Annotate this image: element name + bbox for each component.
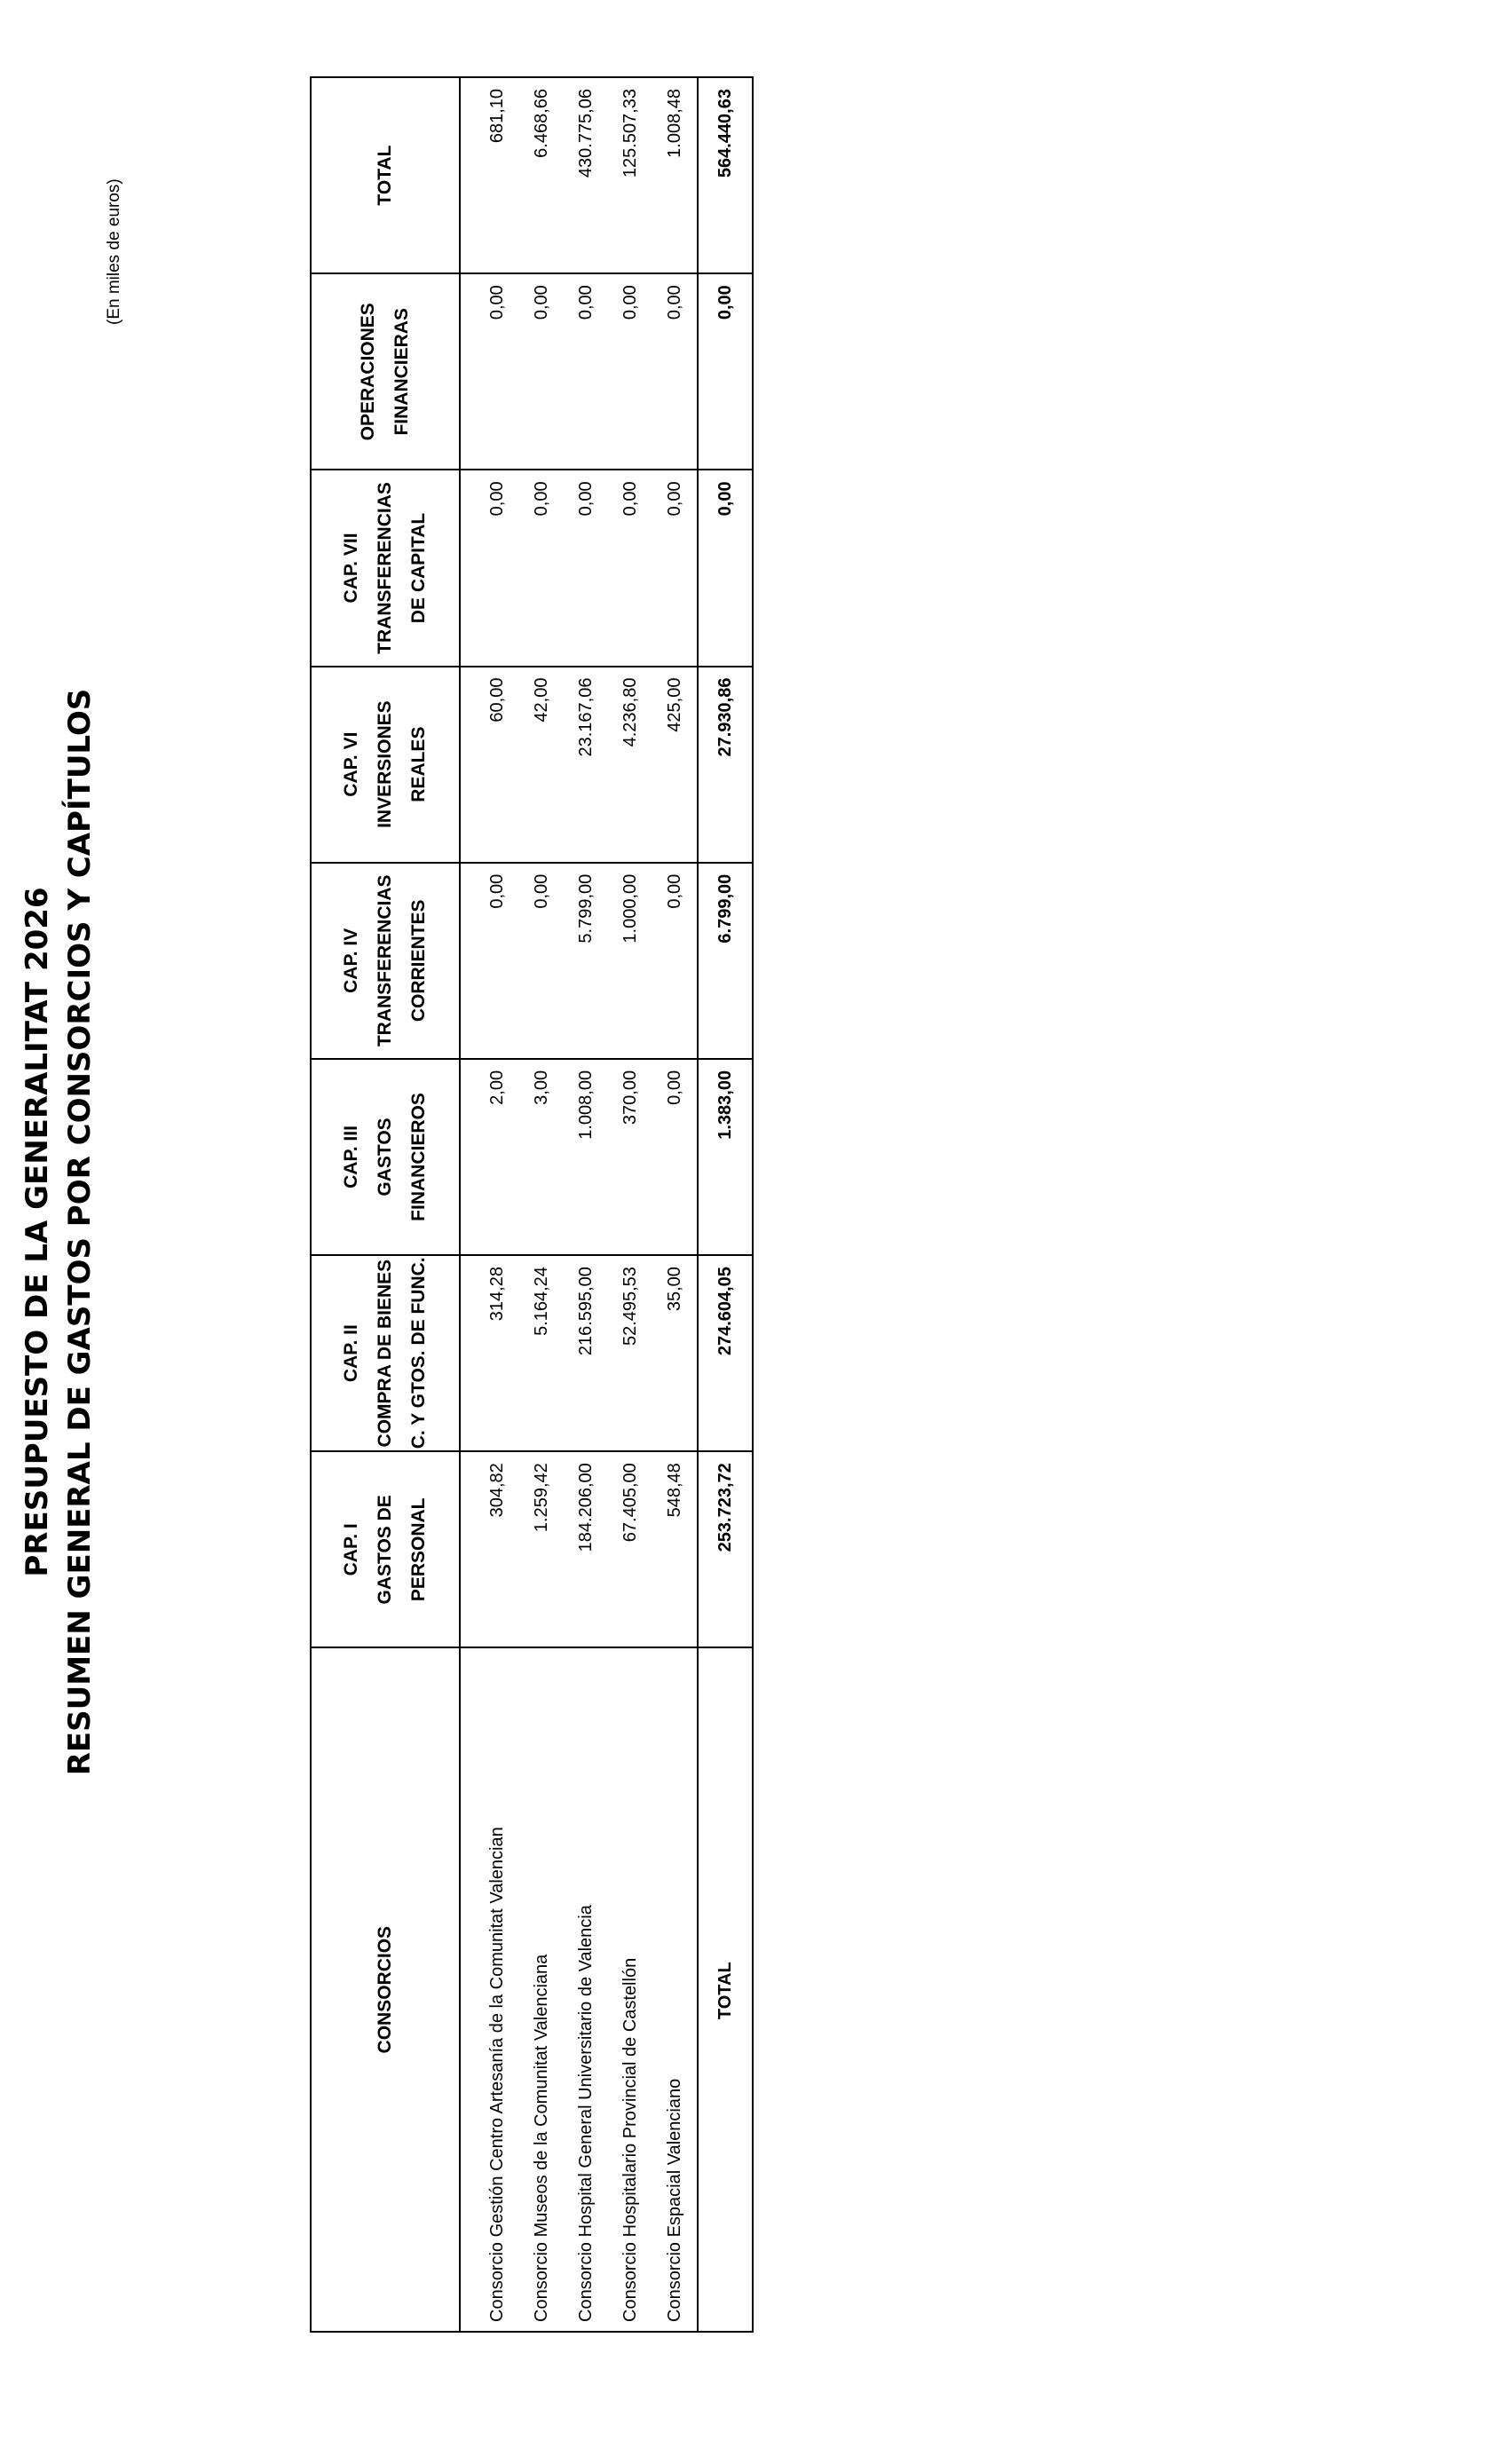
column-header-line: DE CAPITAL (408, 512, 429, 624)
column-header-line: OPERACIONES (358, 303, 378, 441)
amount-cell: 3,00 (519, 1059, 564, 1255)
amount-cell: 0,00 (608, 273, 652, 470)
amount-cell: 125.507,33 (608, 77, 652, 273)
consorcio-name: Consorcio Hospitalario Provincial de Castellón (608, 1647, 652, 2332)
column-header-line: REALES (408, 726, 429, 802)
total-cell: 253.723,72 (698, 1451, 753, 1647)
column-header-line: PERSONAL (408, 1497, 429, 1602)
column-header (311, 667, 460, 863)
amount-cell: 184.206,00 (564, 1451, 608, 1647)
column-header-line: GASTOS DE (375, 1495, 395, 1605)
amount-cell: 4.236,80 (608, 667, 652, 863)
amount-cell: 0,00 (652, 1059, 698, 1255)
column-header-line: CAP. III (341, 1125, 361, 1189)
amount-cell: 0,00 (564, 273, 608, 470)
amount-cell: 5.164,24 (519, 1255, 564, 1451)
amount-cell: 0,00 (652, 470, 698, 666)
amount-cell: 425,00 (652, 667, 698, 863)
column-header-line: CONSORCIOS (375, 1925, 395, 2054)
totals-row (698, 77, 753, 2332)
totals-label: TOTAL (698, 1647, 753, 2332)
column-header-line: FINANCIEROS (408, 1093, 429, 1221)
amount-cell: 23.167,06 (564, 667, 608, 863)
table-footer (698, 77, 753, 2332)
column-header-line: CORRIENTES (408, 899, 429, 1023)
column-header-line: CAP. I (341, 1523, 361, 1576)
total-cell: 27.930,86 (698, 667, 753, 863)
column-header-line: GASTOS (375, 1117, 395, 1196)
amount-cell: 67.405,00 (608, 1451, 652, 1647)
column-header (311, 1059, 460, 1255)
document-title: PRESUPUESTO DE LA GENERALITAT 2026 (20, 887, 55, 1577)
column-header (311, 1255, 460, 1451)
amount-cell: 1.008,48 (652, 77, 698, 273)
column-header-line: FINANCIERAS (391, 308, 412, 436)
amount-cell: 0,00 (652, 273, 698, 470)
amount-cell: 1.259,42 (519, 1451, 564, 1647)
consorcio-name: Consorcio Hospital General Universitario de Valencia (564, 1647, 608, 2332)
amount-cell: 6.468,66 (519, 77, 564, 273)
amount-cell: 304,82 (460, 1451, 519, 1647)
amount-cell: 2,00 (460, 1059, 519, 1255)
amount-cell: 370,00 (608, 1059, 652, 1255)
table-row (460, 77, 519, 2332)
document-subtitle: RESUMEN GENERAL DE GASTOS POR CONSORCIOS Y CAPÍTULOS (62, 688, 98, 1776)
column-header (311, 470, 460, 666)
column-header (311, 273, 460, 470)
amount-cell: 0,00 (608, 470, 652, 666)
column-header-line: TRANSFERENCIAS (375, 874, 395, 1047)
amount-cell: 216.595,00 (564, 1255, 608, 1451)
column-header-line: INVERSIONES (375, 700, 395, 828)
consorcio-name: Consorcio Gestión Centro Artesanía de la Comunitat Valencian (460, 1647, 519, 2332)
amount-cell: 42,00 (519, 667, 564, 863)
column-header-line: TOTAL (375, 145, 395, 206)
column-header-line: CAP. II (341, 1324, 361, 1383)
column-header-line: CAP. VII (341, 533, 361, 604)
column-header-line: C. Y GTOS. DE FUNC. (408, 1257, 429, 1449)
total-cell: 0,00 (698, 470, 753, 666)
amount-cell: 0,00 (519, 863, 564, 1059)
consorcio-name: Consorcio Museos de la Comunitat Valenciana (519, 1647, 564, 2332)
amount-cell: 548,48 (652, 1451, 698, 1647)
table-row (608, 77, 652, 2332)
column-header (311, 77, 460, 273)
amount-cell: 1.000,00 (608, 863, 652, 1059)
column-header-line: CAP. VI (341, 731, 361, 797)
total-cell: 0,00 (698, 273, 753, 470)
amount-cell: 0,00 (519, 273, 564, 470)
table-row (652, 77, 698, 2332)
amount-cell: 5.799,00 (564, 863, 608, 1059)
amount-cell: 0,00 (652, 863, 698, 1059)
column-header-line: COMPRA DE BIENES (375, 1259, 395, 1448)
budget-table (310, 76, 754, 2333)
table-header (311, 77, 460, 2332)
amount-cell: 35,00 (652, 1255, 698, 1451)
amount-cell: 60,00 (460, 667, 519, 863)
amount-cell: 0,00 (460, 470, 519, 666)
total-cell: 1.383,00 (698, 1059, 753, 1255)
amount-cell: 1.008,00 (564, 1059, 608, 1255)
amount-cell: 0,00 (460, 863, 519, 1059)
amount-cell: 0,00 (519, 470, 564, 666)
column-header (311, 1451, 460, 1647)
column-header (311, 863, 460, 1059)
table-row (519, 77, 564, 2332)
column-header-line: TRANSFERENCIAS (375, 482, 395, 654)
total-cell: 274.604,05 (698, 1255, 753, 1451)
amount-cell: 681,10 (460, 77, 519, 273)
amount-cell: 314,28 (460, 1255, 519, 1451)
column-header-line: CAP. IV (341, 928, 361, 993)
amount-cell: 0,00 (460, 273, 519, 470)
table-body (460, 77, 698, 2332)
amount-cell: 52.495,53 (608, 1255, 652, 1451)
total-cell: 6.799,00 (698, 863, 753, 1059)
amount-cell: 0,00 (564, 470, 608, 666)
units-note: (En miles de euros) (105, 178, 123, 325)
column-header (311, 1647, 460, 2332)
consorcio-name: Consorcio Espacial Valenciano (652, 1647, 698, 2332)
total-cell: 564.440,63 (698, 77, 753, 273)
amount-cell: 430.775,06 (564, 77, 608, 273)
table-row (564, 77, 608, 2332)
